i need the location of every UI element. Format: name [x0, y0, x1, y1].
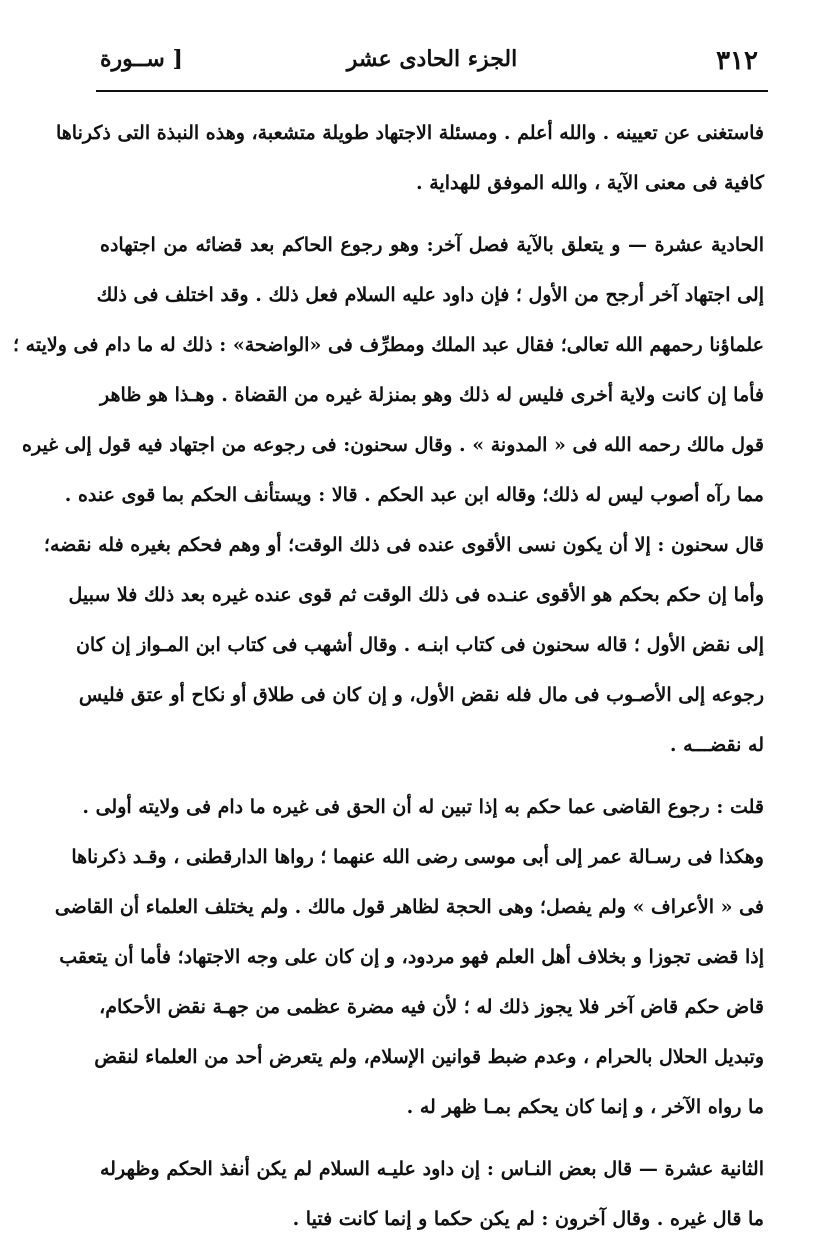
text-line: إلى اجتهاد آخر أرجح من الأول ؛ فإن داود عليه السلام فعل ذلك . وقد اختلف فى ذلك	[96, 284, 764, 306]
text-line: مما رآه أصوب ليس له ذلك؛ وقاله ابن عبد الحكم . قالا : ويستأنف الحكم بما قوى عنده .	[64, 484, 764, 506]
page-number: ٣١٢	[716, 46, 758, 76]
text-line: وهكذا فى رسـالة عمر إلى أبى موسى رضى الله عنهما ؛ رواها الدارقطنى ، وقـد ذكرناها	[71, 846, 764, 868]
surah-label: [ ســورة	[100, 46, 183, 72]
paragraph-author-comment	[54, 782, 764, 1132]
text-line: الحادية عشرة — و يتعلق بالآية فصل آخر: وهو رجوع الحاكم بعد قضائه من اجتهاده	[100, 234, 764, 256]
text-line: قول مالك رحمه الله فى « المدونة » . وقال سحنون: فى رجوعه من اجتهاد فيه قول إلى غيره	[22, 434, 764, 456]
text-line: ما رواه الآخر ، و إنما كان يحكم بمـا ظهر له .	[406, 1096, 764, 1118]
paragraph-eleventh-issue	[13, 220, 764, 770]
text-line: علماؤنا رحمهم الله تعالى؛ فقال عبد الملك ومطرِّف فى «الواضحة» : ذلك له ما دام فى ولايته ؛	[13, 334, 764, 356]
text-line: كافية فى معنى الآية ، والله الموفق للهداية .	[415, 172, 764, 194]
text-line: وأما إن حكم بحكم هو الأقوى عنـده فى ذلك الوقت ثم قوى عنده غيره بعد ذلك فلا سبيل	[68, 584, 764, 606]
text-line: وتبديل الحلال بالحرام ، وعدم ضبط قوانين الإسلام، ولم يتعرض أحد من العلماء لنقض	[94, 1046, 764, 1068]
text-line: قال سحنون : إلا أن يكون نسى الأقوى عنده فى ذلك الوقت؛ أو وهم فحكم بغيره فله نقضه؛	[43, 534, 764, 556]
text-line: فى « الأعراف » ولم يفصل؛ وهى الحجة لظاهر قول مالك . ولم يختلف العلماء أن القاضى	[54, 896, 764, 918]
text-line: فأما إن كانت ولاية أخرى فليس له ذلك وهو بمنزلة غيره من القضاة . وهـذا هو ظاهر	[100, 384, 764, 406]
paragraph-closing-note	[55, 108, 764, 208]
running-title: الجزء الحادى عشر	[346, 46, 518, 72]
page-body	[13, 108, 764, 1230]
text-line: قلت : رجوع القاضى عما حكم به إذا تبين له أن الحق فى غيره ما دام فى ولايته أولى .	[82, 796, 764, 818]
text-line: فاستغنى عن تعيينه . والله أعلم . ومسئلة الاجتهاد طويلة متشعبة، وهذه النبذة التى ذكرناها	[55, 122, 764, 144]
text-line: رجوعه إلى الأصـوب فى مال فله نقض الأول، و إن كان فى طلاق أو نكاح أو عتق فليس	[78, 684, 764, 706]
text-line: إلى نقض الأول ؛ قاله سحنون فى كتاب ابنـه . وقال أشهب فى كتاب ابن المـواز إن كان	[75, 634, 764, 656]
page-header	[96, 38, 768, 92]
text-line: الثانية عشرة — قال بعض النـاس : إن داود عليـه السلام لم يكن أنفذ الحكم وظهرله	[100, 1158, 764, 1180]
paragraph-twelfth-issue	[100, 1144, 764, 1244]
text-line: ما قال غيره . وقال آخرون : لم يكن حكما و إنما كانت فتيا .	[292, 1208, 764, 1230]
text-line: إذا قضى تجوزا و بخلاف أهل العلم فهو مردود، و إن كان على وجه الاجتهاد؛ فأما أن يتعقب	[59, 946, 764, 968]
text-line: قاض حكم قاض آخر فلا يجوز ذلك له ؛ لأن فيه مضرة عظمى من جهـة نقض الأحكام،	[99, 996, 764, 1018]
text-line: له نقضـــه .	[669, 734, 764, 756]
